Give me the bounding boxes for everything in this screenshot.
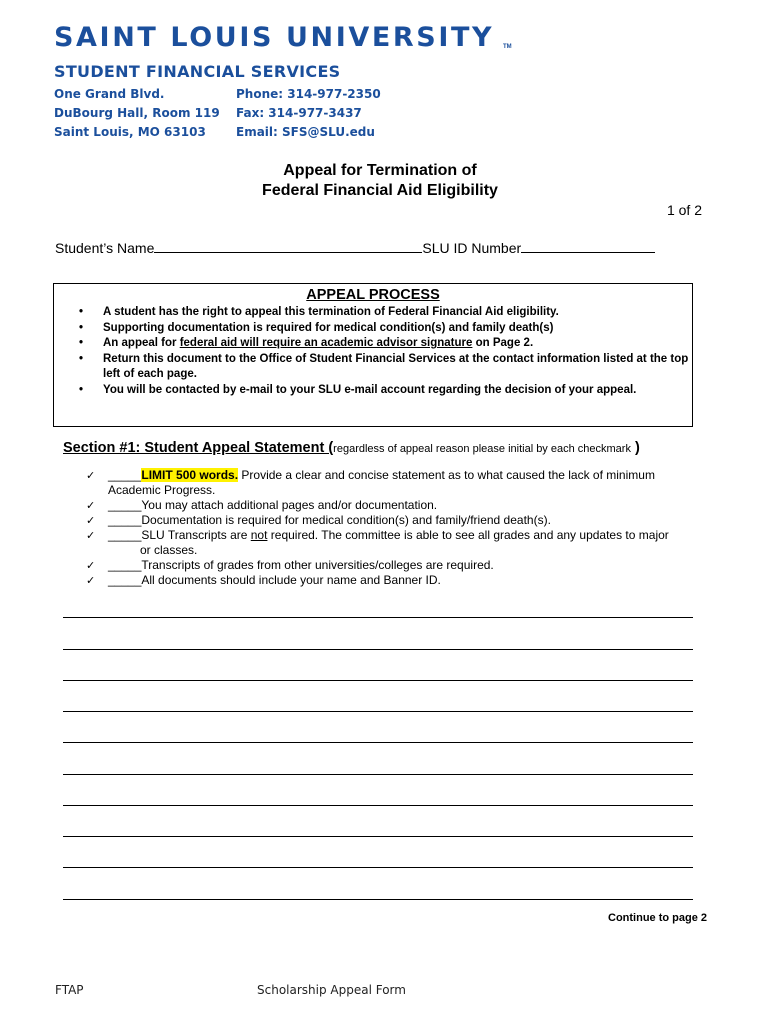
checklist — [86, 468, 711, 588]
appeal-process-title: APPEAL PROCESS — [306, 287, 440, 303]
address-block — [54, 85, 220, 142]
checklist-item: ✓ _____Documentation is required for medical condition(s) and family/friend death(s). — [86, 513, 551, 527]
initial-blank[interactable]: _____ — [108, 498, 142, 512]
footer-form-code: FTAP — [55, 983, 84, 997]
student-info-row — [55, 238, 655, 256]
list-item: • An appeal for federal aid will require an academic advisor signature on Page 2. — [79, 336, 689, 352]
checklist-item: ✓ _____All documents should include your name and Banner ID. — [86, 573, 441, 587]
list-item: • You will be contacted by e-mail to your SLU e-mail account regarding the decision of your appeal. — [79, 383, 689, 399]
list-item: • A student has the right to appeal this termination of Federal Financial Aid eligibility. — [79, 305, 689, 321]
checkmark-icon: ✓ — [86, 574, 96, 587]
initial-blank[interactable]: _____ — [108, 558, 142, 572]
fax-number: Fax: 314-977-3437 — [236, 106, 362, 120]
trademark-symbol: TM — [503, 44, 512, 50]
statement-line[interactable] — [63, 649, 693, 650]
list-item: • Supporting documentation is required for medical condition(s) and family death(s) — [79, 321, 689, 337]
email-address[interactable]: Email: SFS@SLU.edu — [236, 125, 375, 139]
address-line: One Grand Blvd. — [54, 87, 165, 101]
address-line: Saint Louis, MO 63103 — [54, 125, 206, 139]
form-title-line2: Federal Financial Aid Eligibility — [262, 182, 498, 199]
checkmark-icon: ✓ — [86, 559, 96, 572]
slu-id-label: SLU ID Number — [422, 240, 522, 256]
form-title-line1: Appeal for Termination of — [283, 162, 477, 179]
checklist-item: ✓ _____SLU Transcripts are not required. The committee is able to see all grades and any updates to major or classes. — [86, 528, 669, 557]
checklist-item: ✓ _____LIMIT 500 words. Provide a clear and concise statement as to what caused the lack of minimum Academic Progress. — [86, 468, 655, 497]
initial-blank[interactable]: _____ — [108, 513, 142, 527]
statement-line[interactable] — [63, 711, 693, 712]
statement-line[interactable] — [63, 742, 693, 743]
checklist-item: ✓ _____You may attach additional pages and/or documentation. — [86, 498, 438, 512]
appeal-process-list — [79, 305, 689, 398]
section-1-title: Section #1: Student Appeal Statement (regardless of appeal reason please initial by each checkmark ) — [63, 440, 640, 456]
continue-note: Continue to page 2 — [608, 912, 707, 924]
slu-id-field[interactable] — [521, 238, 655, 253]
statement-line[interactable] — [63, 680, 693, 681]
department-name: STUDENT FINANCIAL SERVICES — [54, 62, 341, 81]
section-1-note: regardless of appeal reason please initial by each checkmark — [333, 443, 631, 455]
student-name-field[interactable] — [154, 238, 422, 253]
statement-line[interactable] — [63, 836, 693, 837]
word-limit-highlight: LIMIT 500 words. — [141, 468, 239, 482]
statement-line[interactable] — [63, 774, 693, 775]
checkmark-icon: ✓ — [86, 469, 96, 482]
initial-blank[interactable]: _____ — [108, 573, 142, 587]
initial-blank[interactable]: _____ — [108, 528, 142, 542]
checkmark-icon: ✓ — [86, 529, 96, 542]
university-wordmark: SAINT LOUIS UNIVERSITY — [54, 22, 495, 53]
statement-line[interactable] — [63, 805, 693, 806]
checkmark-icon: ✓ — [86, 514, 96, 527]
initial-blank[interactable]: _____ — [108, 468, 142, 482]
statement-line[interactable] — [63, 899, 693, 900]
page-number: 1 of 2 — [666, 202, 702, 218]
phone-number: Phone: 314-977-2350 — [236, 87, 381, 101]
statement-line[interactable] — [63, 617, 693, 618]
checklist-item: ✓ _____Transcripts of grades from other universities/colleges are required. — [86, 558, 494, 572]
checkmark-icon: ✓ — [86, 499, 96, 512]
list-item: • Return this document to the Office of Student Financial Services at the contact information listed at the top left of each page. — [79, 352, 689, 383]
contact-block — [236, 85, 381, 142]
statement-line[interactable] — [63, 867, 693, 868]
student-name-label: Student’s Name — [55, 240, 155, 256]
address-line: DuBourg Hall, Room 119 — [54, 106, 220, 120]
footer-form-name: Scholarship Appeal Form — [257, 983, 406, 997]
